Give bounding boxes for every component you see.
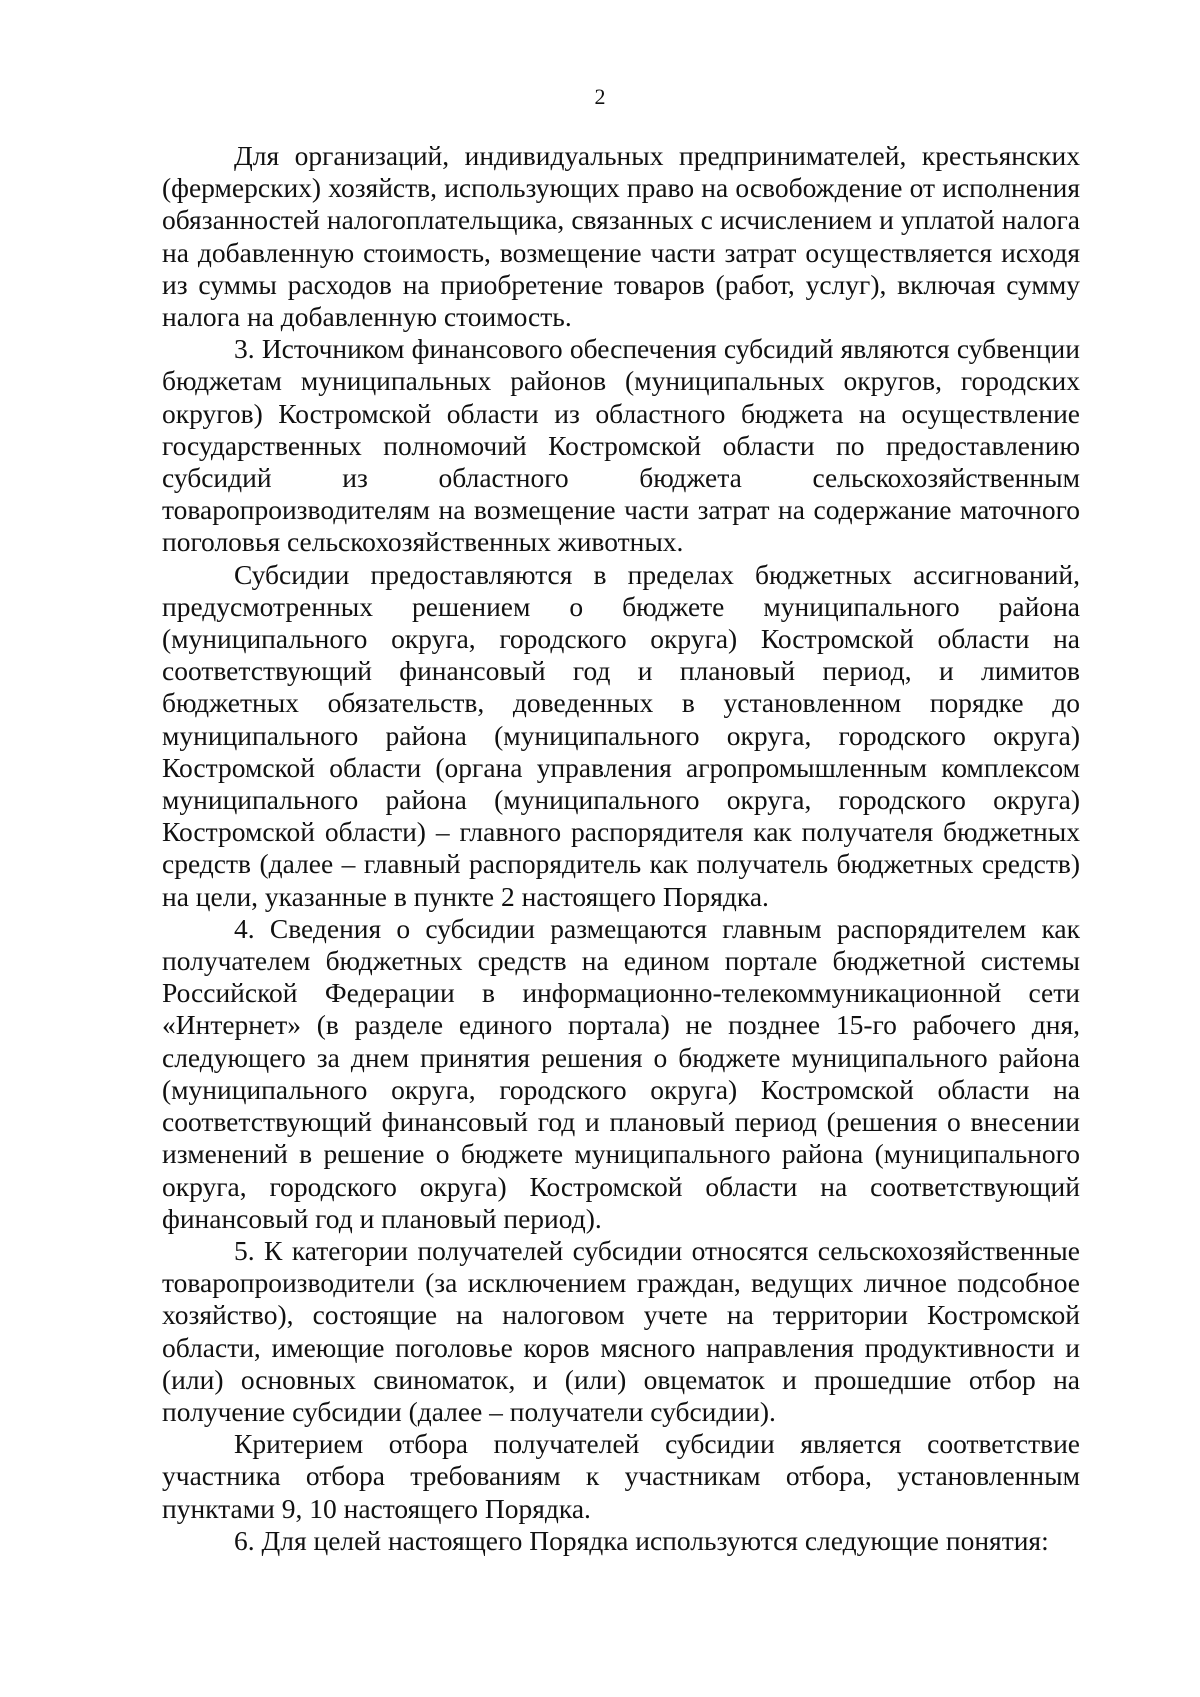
paragraph-selection-criterion: Критерием отбора получателей субсидии является соответствие участника отбора требованиям к участникам отбора, установленным пунктами 9, 10 настоящего Порядка. bbox=[162, 1428, 1080, 1524]
paragraph-6-definitions: 6. Для целей настоящего Порядка используются следующие понятия: bbox=[234, 1524, 1049, 1556]
paragraph-3-funding-source: 3. Источником финансового обеспечения субсидий являются субвенции бюджетам муниципальных районов (муниципальных округов, городских округов) Костромской области из областного бюджета на осуществление государственных полномочий Костромской области по предоставлению субсидий из областного бюджета сельскохозяйственным товаропроизводителям на возмещение части затрат на содержание маточного поголовья сельскохозяйственных животных. bbox=[162, 333, 1080, 558]
paragraph-budget-limits: Субсидии предоставляются в пределах бюджетных ассигнований, предусмотренных решением о бюджете муниципального района (муниципального округа, городского округа) Костромской области на соответствующий финансовый год и плановый период, и лимитов бюджетных обязательств, доведенных в установленном порядке до муниципального района (муниципального округа, городского округа) Костромской области (органа управления агропромышленным комплексом муниципального района (муниципального округа, городского округа) Костромской области) – главного распорядителя как получателя бюджетных средств (далее – главный распорядитель как получатель бюджетных средств) на цели, указанные в пункте 2 настоящего Порядка. bbox=[162, 558, 1080, 912]
paragraph-5-recipient-category: 5. К категории получателей субсидии относятся сельскохозяйственные товаропроизводители (за исключением граждан, ведущих личное подсобное хозяйство), состоящие на налоговом учете на территории Костромской области, имеющие поголовье коров мясного направления продуктивности и (или) основных свиноматок, и (или) овцематок и прошедшие отбор на получение субсидии (далее – получатели субсидии). bbox=[162, 1234, 1080, 1427]
paragraph-vat-exemption: Для организаций, индивидуальных предпринимателей, крестьянских (фермерских) хозяйств, использующих право на освобождение от исполнения обязанностей налогоплательщика, связанных с исчислением и уплатой налога на добавленную стоимость, возмещение части затрат осуществляется исходя из суммы расходов на приобретение товаров (работ, услуг), включая сумму налога на добавленную стоимость. bbox=[162, 140, 1080, 333]
paragraph-4-subsidy-info: 4. Сведения о субсидии размещаются главным распорядителем как получателем бюджетных средств на едином портале бюджетной системы Российской Федерации в информационно-телекоммуникационной сети «Интернет» (в разделе единого портала) не позднее 15-го рабочего дня, следующего за днем принятия решения о бюджете муниципального района (муниципального округа, городского округа) Костромской области на соответствующий финансовый год и плановый период (решения о внесении изменений в решение о бюджете муниципального района (муниципального округа, городского округа) Костромской области на соответствующий финансовый год и плановый период). bbox=[162, 912, 1080, 1234]
page-number: 2 bbox=[594, 84, 606, 109]
document-body bbox=[162, 140, 1080, 1557]
